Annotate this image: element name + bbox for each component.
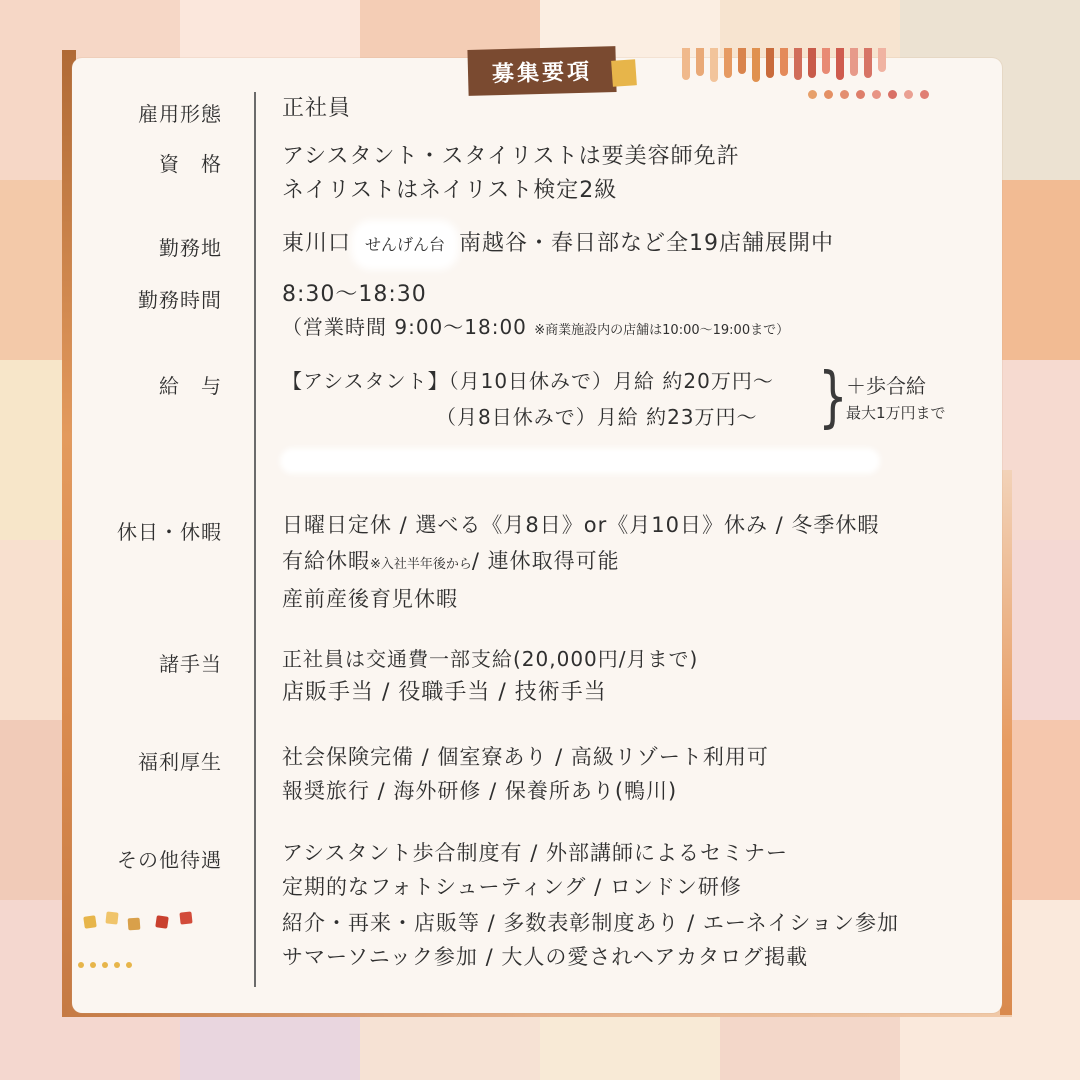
salary-line-1: 【アシスタント】（月10日休みで）月給 約20万円〜 <box>282 369 774 393</box>
holidays-paid: 有給休暇 <box>282 549 370 573</box>
qualification-line-1: アシスタント・スタイリストは要美容師免許 <box>282 144 740 169</box>
welfare-line-2: 報奨旅行 / 海外研修 / 保養所あり(鴨川) <box>282 779 678 803</box>
salary-bonus: ＋歩合給 <box>846 374 926 398</box>
hours-business: （営業時間 9:00〜18:00 <box>282 315 527 339</box>
redacted-line <box>280 448 880 474</box>
employment-label: 雇用形態 <box>138 102 222 126</box>
qualification-line-2: ネイリストはネイリスト検定2級 <box>282 178 618 203</box>
page-title: 募集要項 <box>467 46 616 96</box>
holidays-consecutive: / 連休取得可能 <box>471 549 620 573</box>
tape-decoration <box>611 59 637 87</box>
other-line-3: 紹介・再来・店販等 / 多数表彰制度あり / エーネイション参加 <box>282 911 899 935</box>
holidays-line-3: 産前産後育児休暇 <box>282 587 458 611</box>
other-line-2: 定期的なフォトシューティング / ロンドン研修 <box>282 875 742 899</box>
allowances-line-1: 正社員は交通費一部支給(20,000円/月まで) <box>282 647 699 671</box>
other-label: その他待遇 <box>117 848 222 872</box>
hours-line-2 <box>282 310 789 348</box>
location-suffix: 南越谷・春日部など全19店舗展開中 <box>459 231 835 256</box>
hours-line-1: 8:30〜18:30 <box>282 282 427 307</box>
other-line-1: アシスタント歩合制度有 / 外部講師によるセミナー <box>282 841 788 865</box>
hours-note: ※商業施設内の店舗は10:00〜19:00まで） <box>534 323 790 338</box>
other-line-4: サマーソニック参加 / 大人の愛されヘアカタログ掲載 <box>282 945 809 969</box>
salary-bonus-max: 最大1万円まで <box>846 404 946 422</box>
location-prefix: 東川口 <box>282 231 352 256</box>
allowances-label: 諸手当 <box>159 652 222 676</box>
employment-value: 正社員 <box>282 96 352 121</box>
location-label: 勤務地 <box>159 236 222 260</box>
allowances-line-2: 店販手当 / 役職手当 / 技術手当 <box>282 680 607 705</box>
location-chip: せんげん台 <box>357 226 453 264</box>
welfare-label: 福利厚生 <box>138 750 222 774</box>
salary-label: 給 与 <box>159 374 222 398</box>
holidays-paid-note: ※入社半年後から <box>370 557 472 572</box>
hours-label: 勤務時間 <box>138 288 222 312</box>
salary-line-2: （月8日休みで）月給 約23万円〜 <box>436 405 758 429</box>
location-value <box>282 226 834 264</box>
holidays-line-1: 日曜日定休 / 選べる《月8日》or《月10日》休み / 冬季休暇 <box>282 513 880 537</box>
column-divider <box>254 92 256 987</box>
holidays-label: 休日・休暇 <box>117 520 222 544</box>
holidays-line-2 <box>282 544 620 582</box>
qualification-label: 資 格 <box>159 152 222 176</box>
brace-icon: } <box>818 358 848 435</box>
welfare-line-1: 社会保険完備 / 個室寮あり / 高級リゾート利用可 <box>282 745 769 769</box>
